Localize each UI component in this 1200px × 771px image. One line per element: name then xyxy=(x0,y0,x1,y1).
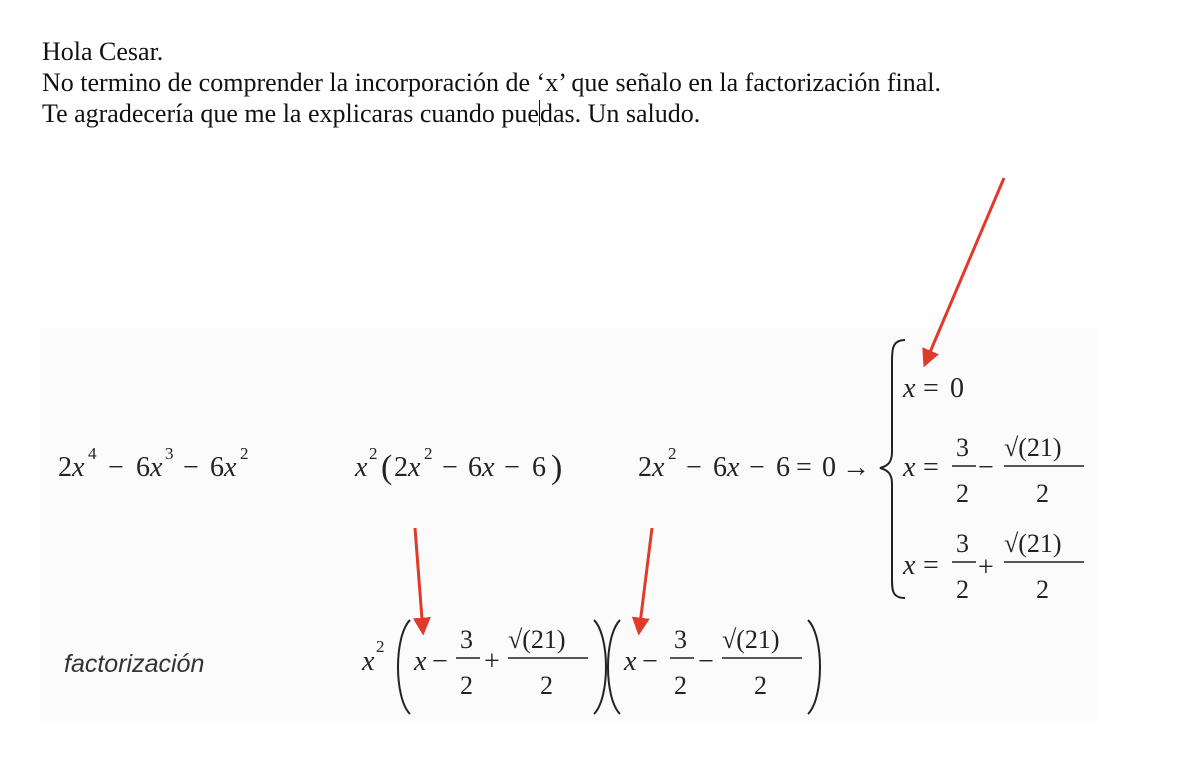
eq-coef-3: 6 xyxy=(776,452,790,483)
common-factor-expression xyxy=(354,444,562,486)
s3-var: x xyxy=(903,550,916,581)
f2-left-paren xyxy=(608,620,620,714)
s3-frac-den: 2 xyxy=(956,575,969,604)
poly-exp-3: 2 xyxy=(240,444,249,463)
fact-exp: 2 xyxy=(376,637,385,656)
cf-coef-3: 6 xyxy=(532,452,546,483)
s2-var: x xyxy=(903,452,916,483)
question-line: No termino de comprender la incorporación de ‘x’ que señalo en la factorización final. xyxy=(42,68,942,97)
solution-3 xyxy=(902,529,1084,604)
cf-var-1: x xyxy=(408,452,421,483)
f2-right-paren xyxy=(808,620,820,714)
s3-equals: = xyxy=(923,550,939,581)
s3-root-den: 2 xyxy=(1036,575,1049,604)
solution-2 xyxy=(902,433,1084,508)
poly-var-3: x xyxy=(224,452,237,483)
eq-var-2: x xyxy=(727,452,740,483)
request-line-end: das. Un saludo. xyxy=(539,99,701,128)
arrow-to-factor-2-x xyxy=(639,528,652,632)
solution-1 xyxy=(902,373,964,404)
s2-frac-num: 3 xyxy=(956,433,969,462)
f1-root-den: 2 xyxy=(540,671,553,700)
eq-zero: 0 xyxy=(822,452,836,483)
cf-op-1: − xyxy=(442,452,458,483)
eq-coef-1: 2 xyxy=(638,452,652,483)
f2-frac-den: 2 xyxy=(674,671,687,700)
factorization-label: factorización xyxy=(64,650,205,678)
f1-frac-den: 2 xyxy=(460,671,473,700)
s2-root-num: √(21) xyxy=(1004,433,1062,462)
f1-left-paren xyxy=(398,620,410,714)
poly-coef-1: 2 xyxy=(58,452,72,483)
poly-op-2: − xyxy=(183,452,199,483)
poly-exp-2: 3 xyxy=(165,444,174,463)
arrow-to-solution-x xyxy=(925,178,1004,364)
quadratic-equation xyxy=(638,444,870,483)
f2-root-den: 2 xyxy=(754,671,767,700)
cf-var-2: x xyxy=(482,452,495,483)
s2-root-den: 2 xyxy=(1036,479,1049,508)
cf-exp: 2 xyxy=(369,444,378,463)
s1-equals: = xyxy=(923,373,939,404)
cf-exp-1: 2 xyxy=(424,444,433,463)
s2-op: − xyxy=(978,452,994,483)
s1-var: x xyxy=(903,373,916,404)
greeting-line: Hola Cesar. xyxy=(42,37,164,66)
solutions-brace xyxy=(880,340,905,598)
f2-var: x xyxy=(624,646,637,677)
eq-arrow: → xyxy=(842,452,870,483)
cf-left-paren: ( xyxy=(381,449,393,486)
cf-var: x xyxy=(355,452,368,483)
s2-frac-den: 2 xyxy=(956,479,969,508)
eq-var-1: x xyxy=(652,452,665,483)
polynomial-expression xyxy=(58,444,249,483)
request-line-start: Te agradecería que me la explicaras cuando pue xyxy=(42,99,539,128)
eq-coef-2: 6 xyxy=(713,452,727,483)
s2-equals: = xyxy=(923,452,939,483)
f1-root-num: √(21) xyxy=(508,625,566,654)
f1-var: x xyxy=(414,646,427,677)
f1-op-1: − xyxy=(432,646,448,677)
f2-frac-num: 3 xyxy=(674,625,687,654)
s1-value: 0 xyxy=(950,373,964,404)
f1-frac-num: 3 xyxy=(460,625,473,654)
f1-right-paren xyxy=(594,620,606,714)
poly-var-1: x xyxy=(72,452,85,483)
poly-exp-1: 4 xyxy=(88,444,97,463)
poly-coef-2: 6 xyxy=(136,452,150,483)
s3-root-num: √(21) xyxy=(1004,529,1062,558)
cf-coef-1: 2 xyxy=(394,452,408,483)
poly-op-1: − xyxy=(108,452,124,483)
eq-op-1: − xyxy=(686,452,702,483)
poly-coef-3: 6 xyxy=(210,452,224,483)
factorization-expression xyxy=(361,620,820,714)
eq-equals: = xyxy=(796,452,812,483)
cf-coef-2: 6 xyxy=(468,452,482,483)
cf-op-2: − xyxy=(504,452,520,483)
eq-op-2: − xyxy=(749,452,765,483)
s3-op: + xyxy=(978,552,994,583)
eq-exp-1: 2 xyxy=(668,444,677,463)
f2-root-num: √(21) xyxy=(722,625,780,654)
f2-op-1: − xyxy=(642,646,658,677)
poly-var-2: x xyxy=(150,452,163,483)
f2-op-2: − xyxy=(698,646,714,677)
cf-right-paren: ) xyxy=(551,449,563,486)
arrow-to-factor-1-x xyxy=(415,528,423,632)
s3-frac-num: 3 xyxy=(956,529,969,558)
f1-op-2: + xyxy=(484,646,500,677)
fact-var: x xyxy=(362,646,375,677)
